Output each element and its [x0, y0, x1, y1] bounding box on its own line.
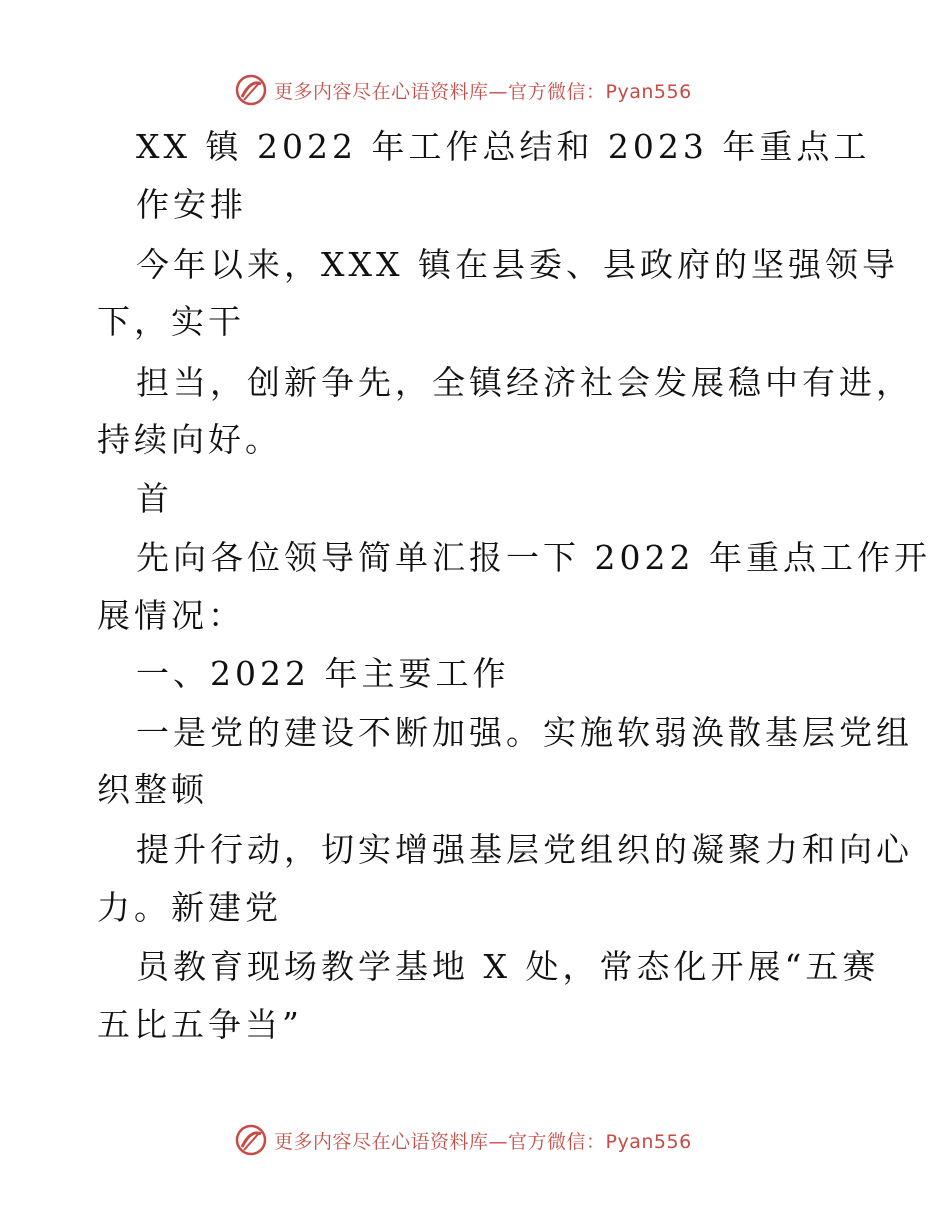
paragraph-line: 担当，创新争先，全镇经济社会发展稳中有进， [136, 363, 913, 402]
watermark-text: 更多内容尽在心语资料库—官方微信：Pyan556 [274, 1130, 692, 1153]
watermark-header [234, 70, 692, 110]
paragraph-line: 一是党的建设不断加强。实施软弱涣散基层党组 [136, 713, 913, 752]
paragraph-line: 力。新建党 [97, 888, 282, 927]
paragraph-line: 今年以来，XXX 镇在县委、县政府的坚强领导 [136, 245, 899, 284]
paragraph-line: 织整顿 [97, 770, 208, 809]
title-line-2: 作安排 [136, 185, 247, 224]
paragraph-line: 持续向好。 [97, 420, 282, 459]
brand-logo-icon [234, 73, 268, 107]
paragraph-line: 提升行动，切实增强基层党组织的凝聚力和向心 [136, 830, 913, 869]
brand-logo-icon [234, 1123, 268, 1157]
paragraph-line: 先向各位领导简单汇报一下 2022 年重点工作开 [136, 538, 931, 577]
watermark-footer [234, 1120, 692, 1160]
title-line-1: XX 镇 2022 年工作总结和 2023 年重点工 [136, 127, 871, 166]
paragraph-line: 员教育现场教学基地 X 处，常态化开展“五赛 [136, 947, 880, 986]
paragraph-line: 展情况： [97, 596, 245, 635]
watermark-text: 更多内容尽在心语资料库—官方微信：Pyan556 [274, 80, 692, 103]
paragraph-line: 五比五争当” [97, 1005, 303, 1044]
section-heading: 一、2022 年主要工作 [136, 654, 510, 693]
paragraph-line: 下，实干 [97, 302, 245, 341]
paragraph-line: 首 [136, 479, 173, 518]
